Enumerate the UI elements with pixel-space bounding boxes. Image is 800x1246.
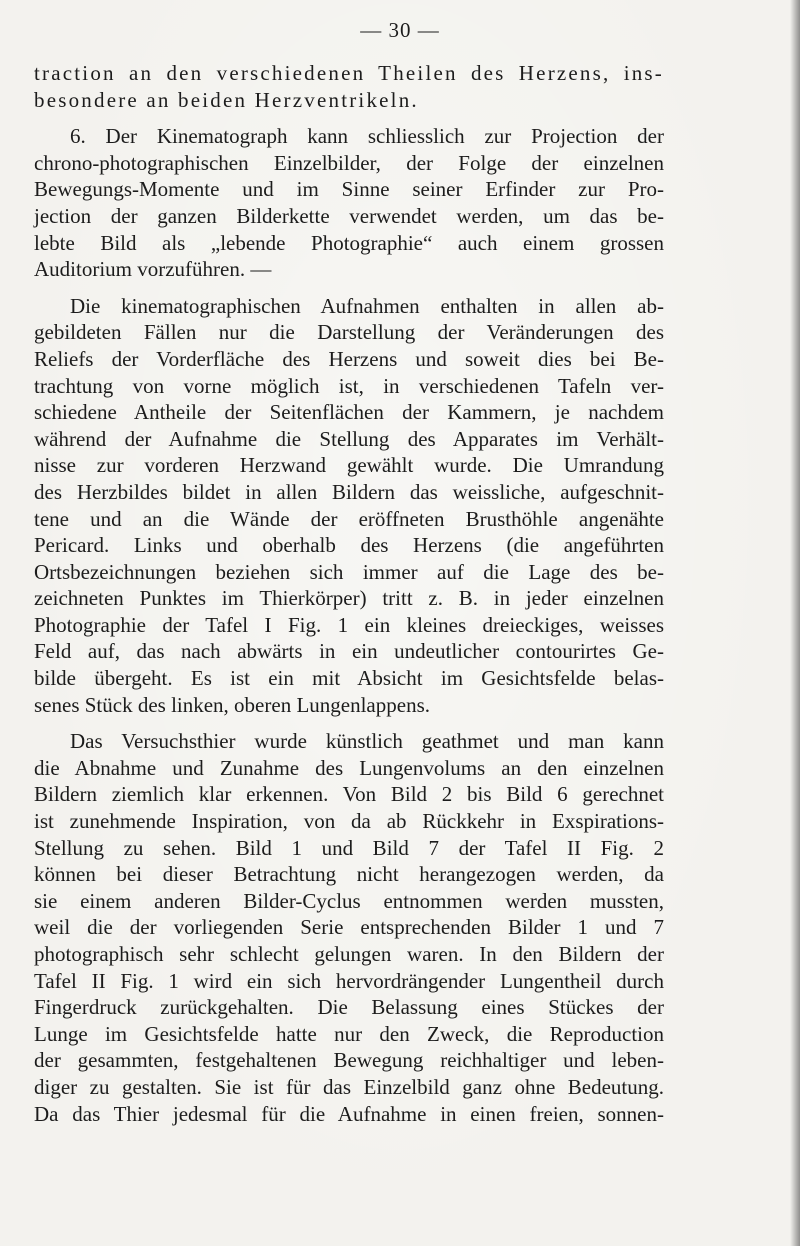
text-line: traction an den verschiedenen Theilen des Herzens, ins- — [34, 61, 664, 85]
text-line: Stellung zu sehen. Bild 1 und Bild 7 der Tafel II Fig. 2 — [34, 835, 664, 860]
text-line: Tafel II Fig. 1 wird ein sich hervordrängender Lungentheil durch — [34, 968, 664, 993]
text-line: während der Aufnahme die Stellung des Apparates im Verhält- — [34, 426, 664, 451]
text-line: senes Stück des linken, oberen Lungenlappens. — [34, 692, 430, 717]
text-line: weil die der vorliegenden Serie entsprechenden Bilder 1 und 7 — [34, 915, 664, 940]
text-line: Bewegungs-Momente und im Sinne seiner Erfinder zur Pro- — [34, 177, 664, 202]
text-line: ist zunehmende Inspiration, von da ab Rückkehr in Exspirations- — [34, 809, 664, 834]
text-line: tene und an die Wände der eröffneten Brusthöhle angenähte — [34, 506, 664, 531]
text-line: die Abnahme und Zunahme des Lungenvolums an den einzelnen — [34, 755, 664, 780]
text-line: Die kinematographischen Aufnahmen enthalten in allen ab- — [70, 293, 664, 318]
text-line: bilde übergeht. Es ist ein mit Absicht im Gesichtsfelde belas- — [34, 666, 664, 691]
text-line: Ortsbezeichnungen beziehen sich immer auf die Lage des be- — [34, 559, 664, 584]
page-number: — 30 — — [360, 18, 440, 42]
text-line: zeichneten Punktes im Thierkörper) tritt z. B. in jeder einzelnen — [34, 586, 664, 611]
text-line: trachtung von vorne möglich ist, in verschiedenen Tafeln ver- — [34, 373, 664, 398]
text-line: diger zu gestalten. Sie ist für das Einzelbild ganz ohne Bedeutung. — [34, 1074, 664, 1099]
text-line: gebildeten Fällen nur die Darstellung der Veränderungen des — [34, 320, 664, 345]
text-line: Das Versuchsthier wurde künstlich geathmet und man kann — [70, 729, 664, 754]
text-line: Auditorium vorzuführen. — — [34, 257, 272, 282]
text-line: besondere an beiden Herzventrikeln. — [34, 87, 419, 112]
text-line: 6. Der Kinematograph kann schliesslich zur Projection der — [70, 124, 664, 149]
text-line: Bildern ziemlich klar erkennen. Von Bild 2 bis Bild 6 gerechnet — [34, 782, 664, 807]
text-line: der gesammten, festgehaltenen Bewegung reichhaltiger und leben- — [34, 1048, 664, 1073]
page-edge-shadow — [790, 0, 800, 1246]
text-line: chrono-photographischen Einzelbilder, der Folge der einzelnen — [34, 150, 664, 175]
text-line: Reliefs der Vorderfläche des Herzens und soweit dies bei Be- — [34, 346, 664, 371]
text-line: lebte Bild als „lebende Photographie“ auch einem grossen — [34, 230, 664, 255]
text-line: nisse zur vorderen Herzwand gewählt wurde. Die Umrandung — [34, 453, 664, 478]
text-line: Fingerdruck zurückgehalten. Die Belassung eines Stückes der — [34, 995, 664, 1020]
text-line: Feld auf, das nach abwärts in ein undeutlicher contourirtes Ge- — [34, 639, 664, 664]
text-line: sie einem anderen Bilder-Cyclus entnommen werden mussten, — [34, 888, 664, 913]
text-line: Photographie der Tafel I Fig. 1 ein kleines dreieckiges, weisses — [34, 612, 664, 637]
text-line: Da das Thier jedesmal für die Aufnahme in einen freien, sonnen- — [34, 1101, 664, 1126]
body-text — [34, 60, 664, 1127]
text-line: jection der ganzen Bilderkette verwendet werden, um das be- — [34, 203, 664, 228]
text-line: können bei dieser Betrachtung nicht herangezogen werden, da — [34, 862, 664, 887]
text-line: Lunge im Gesichtsfelde hatte nur den Zweck, die Reproduction — [34, 1021, 664, 1046]
text-line: photographisch sehr schlecht gelungen waren. In den Bildern der — [34, 942, 664, 966]
text-line: des Herzbildes bildet in allen Bildern das weissliche, aufgeschnit- — [34, 479, 664, 504]
text-line: schiedene Antheile der Seitenflächen der Kammern, je nachdem — [34, 400, 664, 425]
text-line: Pericard. Links und oberhalb des Herzens (die angeführten — [34, 533, 664, 558]
